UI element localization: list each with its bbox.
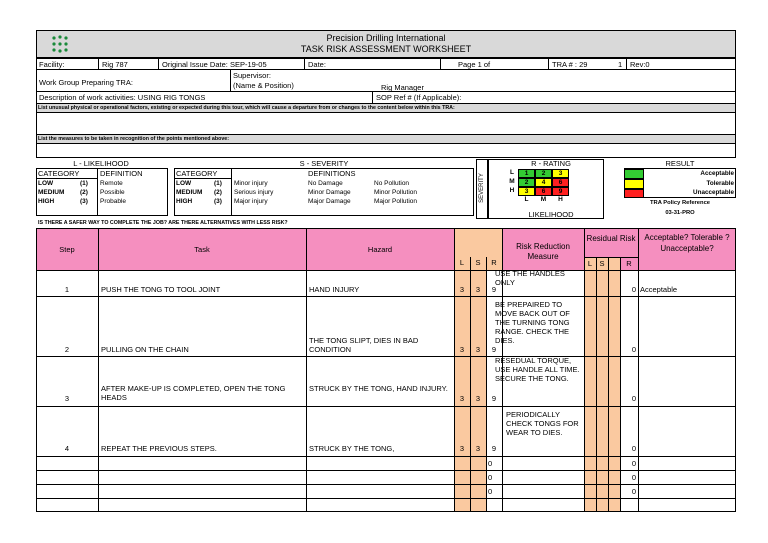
rating-cell-1-2: 2 [535,169,552,178]
header-task: Task [194,245,210,254]
measures-note: List the measures to be taken in recognition of the points mentioned above: [38,136,230,142]
supervisor-sub: (Name & Position) [233,81,294,90]
table-row [36,296,736,356]
table-row [36,406,736,456]
header-step: Step [59,245,75,254]
rating-cell-2-3: 6 [552,178,569,187]
company-name: Precision Drilling International [326,33,446,43]
sop-ref: SOP Ref # (If Applicable): [376,93,462,102]
severity-title: S - SEVERITY [299,159,349,168]
risk-table [36,228,736,512]
issue-date: Original Issue Date: SEP-19-05 [162,60,267,69]
row-l: 3 [459,394,465,403]
table-row [36,470,736,484]
rating-side-label: SEVERITY [479,173,485,203]
row-r: 9 [491,444,497,453]
row-r: 0 [488,473,493,482]
date-label: Date: [308,60,326,69]
policy-code: 03-31-PRO [665,210,695,216]
result-tolerable: Tolerable [706,180,734,187]
row-measure: BE PREPAIRED TO MOVE BACK OUT OF THE TURNING TONG RANGE. CHECK THE DIES. [495,300,570,345]
likelihood-title: L - LIKELIHOOD [73,159,129,168]
row-step: 4 [64,444,70,453]
row-s: 3 [475,345,481,354]
unusual-factors-note: List unusual physical or operational factors, existing or expected during this tour, which will cause a departure from or changes to the content below within this TRA: [38,105,455,111]
result-unacceptable: Unacceptable [693,189,734,196]
row-residual-r: 0 [631,394,636,403]
rating-cell-2-2: 4 [535,178,552,187]
row-measure: RESEDUAL TORQUE, USE HANDLE ALL TIME. SECURE THE TONG. [495,356,580,383]
row-step: 1 [64,285,70,294]
severity-injury-low: Minor injury [234,180,268,187]
row-step: 2 [64,345,70,354]
rating-cell-1-3: 3 [552,169,569,178]
rev-label: Rev:0 [630,60,650,69]
likelihood-category-header: CATEGORY [38,169,80,178]
row-l: 3 [459,345,465,354]
header-residual-s: S [599,259,605,268]
rating-cell-1-1: 1 [518,169,535,178]
facility-value: Rig 787 [102,60,128,69]
likelihood-num-medium: (2) [80,189,88,196]
row-r: 0 [488,459,493,468]
row-l: 3 [459,444,465,453]
rating-col-label-h: H [558,196,563,203]
severity-injury-high: Major injury [234,198,268,205]
row-step: 3 [64,394,70,403]
row-residual-r: 0 [631,285,636,294]
table-row [36,270,736,296]
row-s: 3 [475,285,481,294]
page-label: Page 1 of [458,60,491,69]
rating-cell-3-2: 6 [535,187,552,196]
rev-number: 1 [618,60,623,69]
work-group-label: Work Group Preparing TRA: [39,78,133,87]
rating-col-label-m: M [540,196,547,203]
row-residual-r: 0 [631,444,636,453]
severity-pollution-high: Major Pollution [374,198,417,205]
unusual-factors-field[interactable] [36,113,736,135]
likelihood-cat-high: HIGH [38,198,55,205]
severity-damage-medium: Minor Damage [308,189,351,196]
table-row [36,356,736,406]
rating-cell-3-3: 9 [552,187,569,196]
row-r: 9 [491,345,497,354]
rating-row-label-h: H [509,187,515,194]
severity-cat-high: HIGH [176,198,193,205]
severity-cat-low: LOW [176,180,192,187]
likelihood-cat-medium: MEDIUM [38,189,65,196]
header-r: R [491,258,497,267]
header-residual: Residual Risk [586,234,636,243]
rating-bottom-label: LIKELIHOOD [528,210,574,219]
row-l: 3 [459,285,465,294]
severity-num-high: (3) [214,198,222,205]
likelihood-num-low: (1) [80,180,88,187]
row-hazard: STRUCK BY THE TONG, [309,444,395,453]
severity-pollution-low: No Pollution [374,180,410,187]
tra-number: TRA # : 29 [552,60,588,69]
page-title: TASK RISK ASSESSMENT WORKSHEET [300,44,472,54]
result-title: RESULT [665,159,695,168]
row-residual-r: 0 [631,487,636,496]
rig-manager: Rig Manager [381,83,424,92]
likelihood-num-high: (3) [80,198,88,205]
facility-label: Facility: [39,60,65,69]
result-acceptable: Acceptable [700,170,734,177]
severity-damage-low: No Damage [308,180,343,187]
row-hazard: STRUCK BY THE TONG, HAND INJURY. [309,384,448,393]
row-task: PULLING ON THE CHAIN [101,345,189,354]
rating-title: R - RATING [531,159,571,168]
header-acceptable: Acceptable? Tolerable ? Unacceptable? [644,233,730,253]
likelihood-def-high: Probable [100,198,127,205]
row-r: 0 [488,487,493,496]
row-measure: PERIODICALLY CHECK TONGS FOR WEAR TO DIES. [506,410,579,437]
header-measure: Risk Reduction Measure [516,242,570,261]
measures-field[interactable] [36,144,736,158]
result-swatch-tolerable [624,179,644,189]
row-r: 9 [491,285,497,294]
severity-num-medium: (2) [214,189,222,196]
table-row [36,484,736,498]
row-residual-r: 0 [631,459,636,468]
safer-way-note: IS THERE A SAFER WAY TO COMPLETE THE JOB? ARE THERE ALTERNATIVES WITH LESS RISK? [38,220,288,226]
row-result: Acceptable [640,285,678,294]
severity-category-header: CATEGORY [176,169,218,178]
row-task: AFTER MAKE-UP IS COMPLETED, OPEN THE TONG HEADS [101,384,286,402]
likelihood-definition-header: DEFINITION [100,169,143,178]
severity-injury-medium: Serious injury [234,189,274,196]
row-hazard: THE TONG SLIPT, DIES IN BAD CONDITION [309,336,419,354]
header-residual-l: L [587,259,593,268]
likelihood-def-medium: Possible [100,189,125,196]
rating-cell-2-1: 2 [518,178,535,187]
header-s: S [475,258,481,267]
likelihood-def-low: Remote [100,180,123,187]
company-logo [50,34,70,54]
result-swatch-acceptable [624,169,644,179]
row-hazard: HAND INJURY [309,285,360,294]
severity-damage-high: Major Damage [308,198,351,205]
table-row [36,456,736,470]
rating-row-label-l: L [510,169,514,176]
likelihood-cat-low: LOW [38,180,54,187]
row-measure: USE THE HANDLES ONLY [495,269,565,287]
rating-cell-3-1: 3 [518,187,535,196]
row-residual-r: 0 [631,345,636,354]
row-task: REPEAT THE PREVIOUS STEPS. [101,444,217,453]
description: Description of work activities: USING RIG TONGS [39,93,206,102]
rating-row-label-m: M [509,178,515,185]
rating-col-label-l: L [524,196,529,203]
severity-num-low: (1) [214,180,222,187]
severity-pollution-medium: Minor Pollution [374,189,417,196]
result-swatch-unacceptable [624,189,644,198]
header-hazard: Hazard [367,245,393,254]
severity-cat-medium: MEDIUM [176,189,203,196]
row-task: PUSH THE TONG TO TOOL JOINT [101,285,221,294]
row-s: 3 [475,394,481,403]
policy-reference: TRA Policy Reference [649,200,711,206]
header-l: L [459,258,465,267]
row-s: 3 [475,444,481,453]
header-residual-r: R [626,259,632,268]
row-residual-r: 0 [631,473,636,482]
supervisor-label: Supervisor: [233,71,271,80]
row-r: 9 [491,394,497,403]
severity-definitions-header: DEFINITIONS [308,169,356,178]
